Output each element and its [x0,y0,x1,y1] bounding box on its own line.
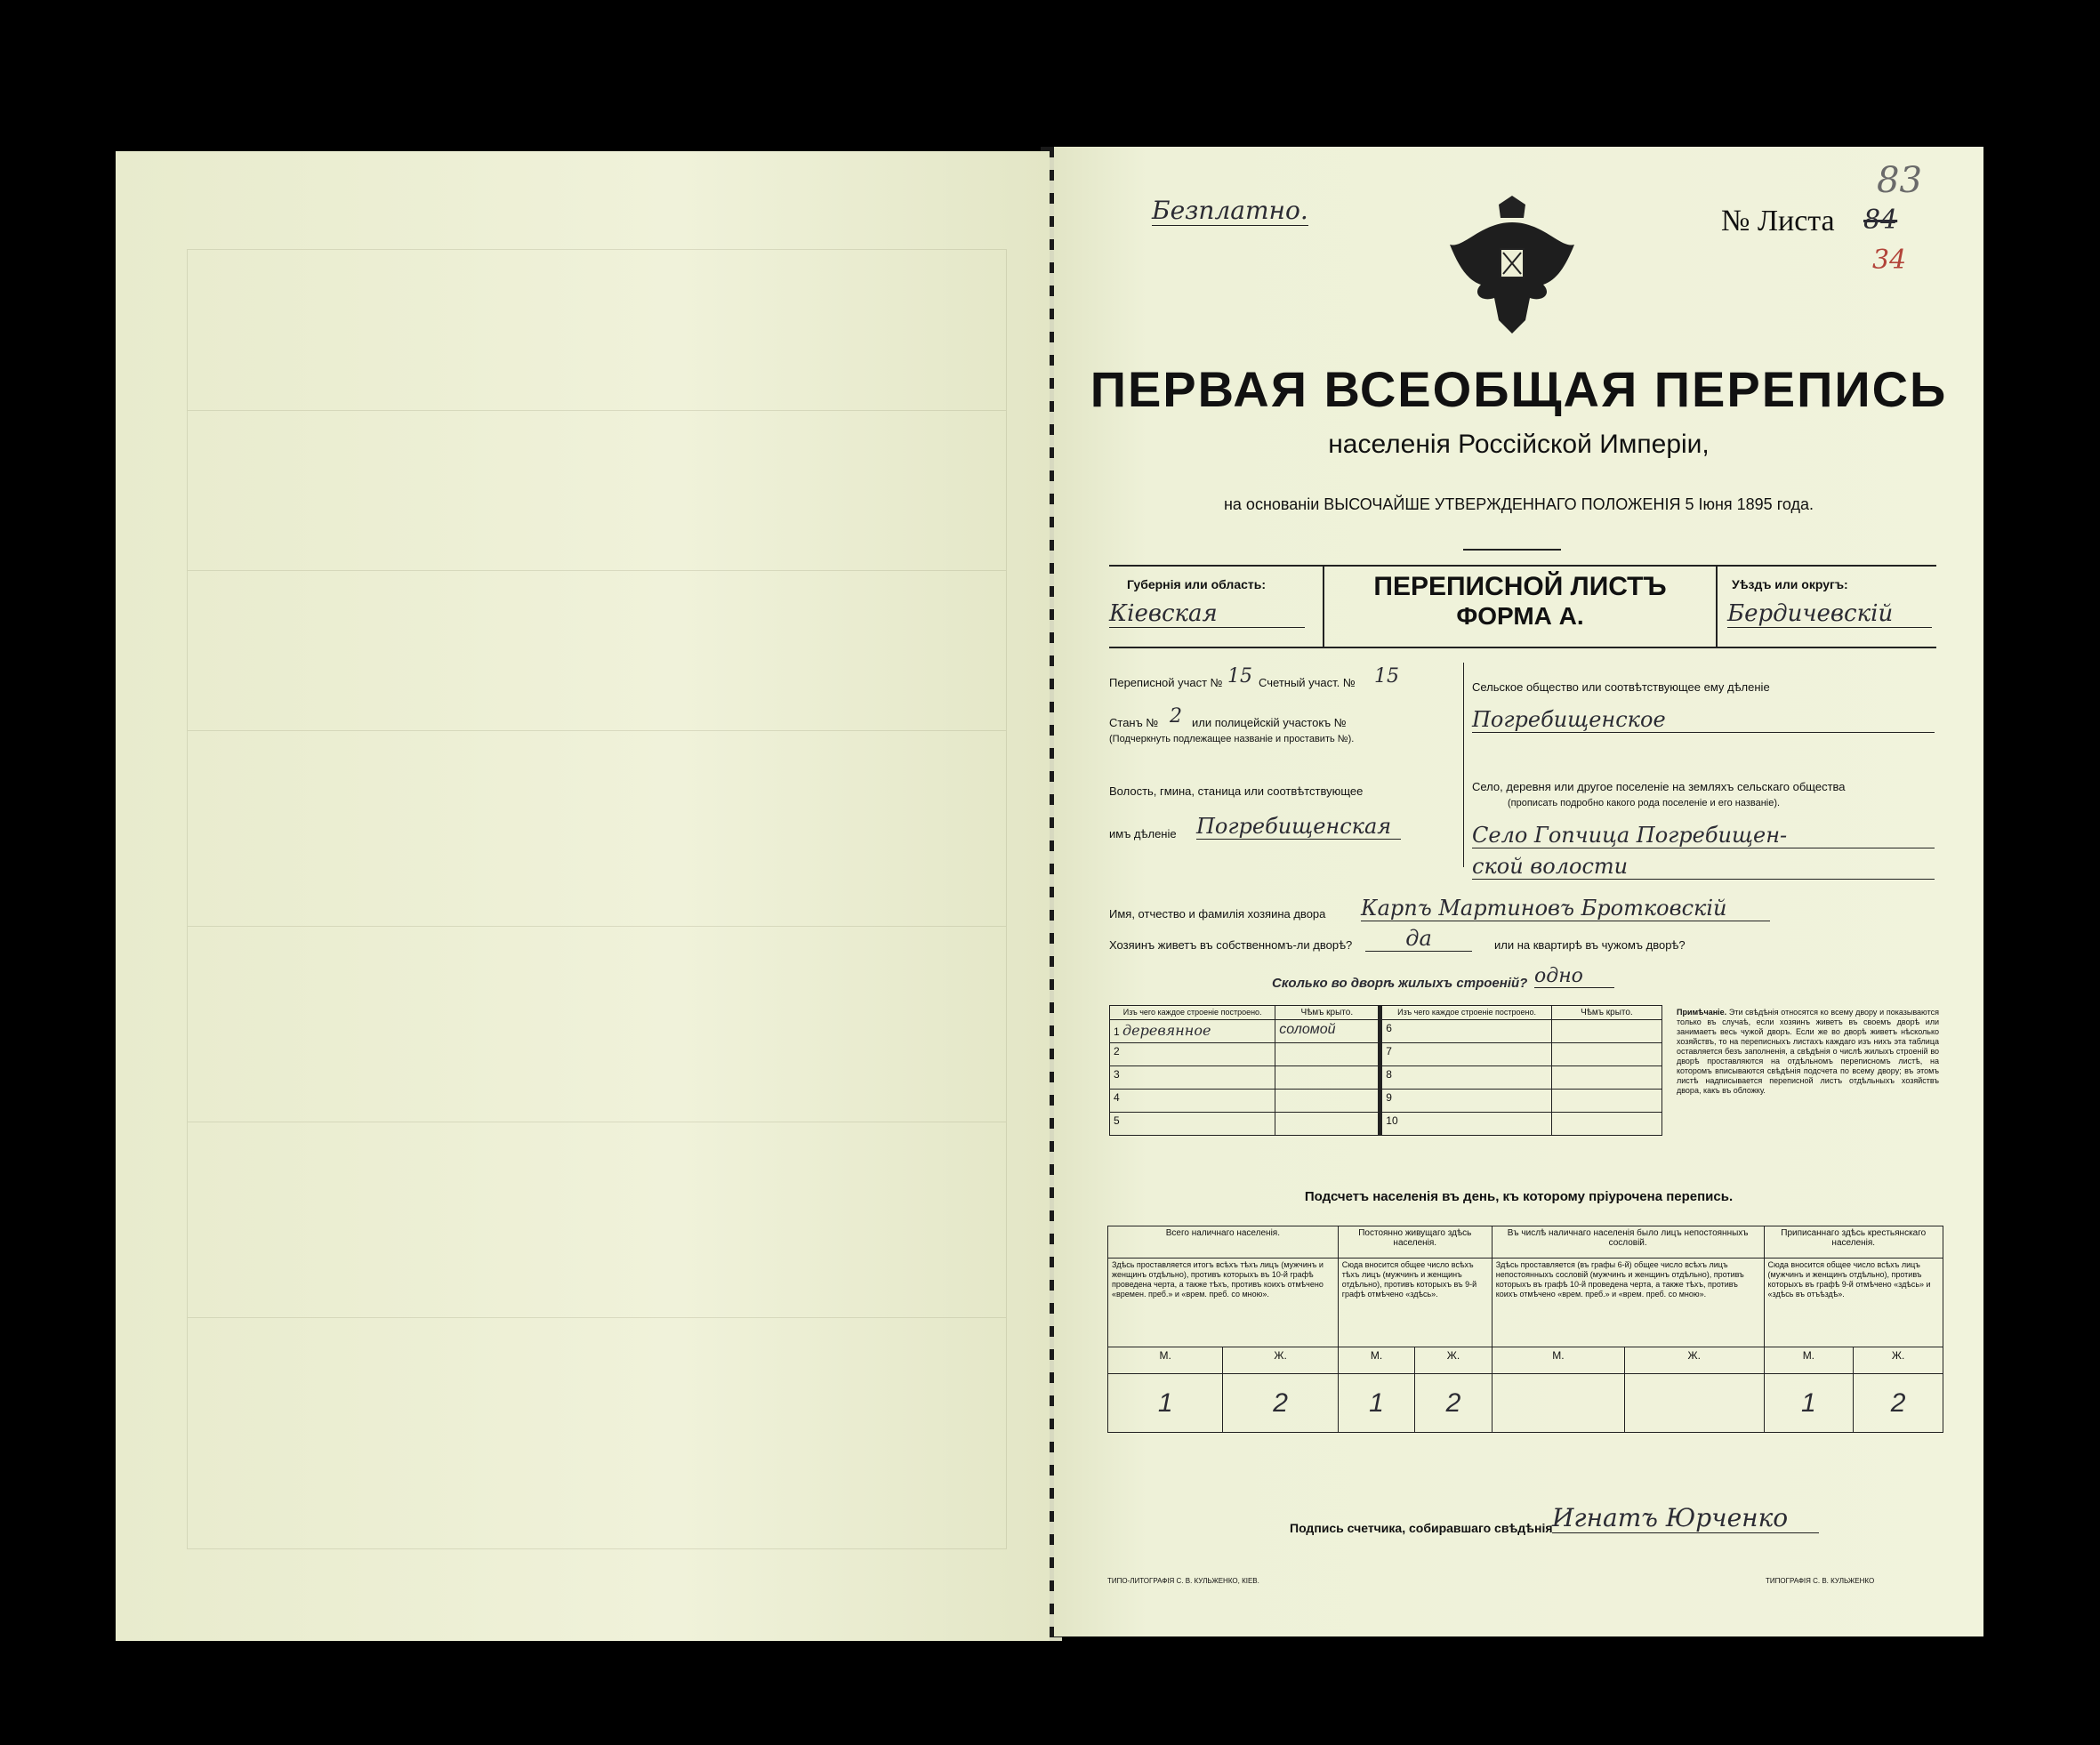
district-label: Уѣздъ или округъ: [1732,577,1848,591]
form-header-box [1109,565,1936,648]
pop-f-label-2: Ж. [1415,1347,1493,1374]
rural-society-label: Сельское общество или соотвѣтствующее ему дѣленіе [1472,680,1770,694]
census-district-label: Переписной участ № [1109,676,1223,689]
pop-m-label-4: М. [1764,1347,1854,1374]
settlement-value-1: Село Гопчица Погребищен- [1472,823,1935,848]
pop-col-2-head: Постоянно живущаго здѣсь населенія. [1338,1226,1492,1258]
pop-registered-female: 2 [1854,1374,1943,1433]
province-value: Кiевская [1109,600,1305,628]
pop-f-label-3: Ж. [1625,1347,1765,1374]
buildings-row-10: 10 [1380,1113,1552,1136]
settlement-value-2: ской волости [1472,854,1935,880]
free-label: Безплатно. [1152,196,1308,225]
pop-transient-male [1492,1374,1624,1433]
form-subtitle: населенія Россійской Имперіи, [1328,430,1710,459]
lives-own-value: да [1365,926,1472,952]
province-label: Губернія или область: [1127,577,1267,591]
pop-m-label-2: М. [1338,1347,1414,1374]
buildings-row-7: 7 [1380,1043,1552,1066]
field-column-divider [1463,663,1464,867]
census-district-value: 15 [1227,665,1252,688]
pop-col-4-head: Приписаннаго здѣсь крестьянскаго населенія. [1764,1226,1943,1258]
ornament-divider [1463,549,1561,551]
pop-m-label-3: М. [1492,1347,1624,1374]
settlement-note: (прописать подробно какого рода поселеніе и его названіе). [1508,798,1781,808]
sheet-number-printed: 84 [1863,205,1898,236]
buildings-value: одно [1534,965,1614,988]
stan-value: 2 [1170,705,1182,728]
settlement-label: Село, деревня или другое поселеніе на земляхъ сельскаго общества [1472,780,1846,793]
pop-col-1-desc: Здѣсь проставляется итогъ всѣхъ тѣхъ лицъ (мужчинъ и женщинъ отдѣльно), противъ которыхъ въ 10-й графѣ проведена черта, а также тѣхъ, противъ коихъ отмѣчено «времен. преб.» и «врем. преб. со мною». [1108,1258,1339,1347]
police-district-label: или полицейскій участокъ № [1192,716,1347,729]
buildings-row-1-material: 1 деревянное [1110,1020,1275,1043]
buildings-col-roof: Чѣмъ крыто. [1275,1006,1380,1020]
buildings-col-material: Изъ чего каждое строеніе построено. [1110,1006,1275,1020]
district-value: Бердичевскiй [1727,600,1932,628]
owner-label: Имя, отчество и фамилія хозяина двора [1109,907,1326,921]
volost-value: Погребищенская [1196,814,1401,840]
buildings-row-6: 6 [1380,1020,1552,1043]
count-district-label: Счетный участ. № [1259,676,1356,689]
lives-other-label: или на квартирѣ въ чужомъ дворѣ? [1494,938,1686,952]
pop-f-label-1: Ж. [1223,1347,1338,1374]
pop-present-female: 2 [1223,1374,1338,1433]
buildings-row-4: 4 [1110,1090,1275,1113]
form-basis: на основаніи ВЫСОЧАЙШЕ УТВЕРЖДЕННАГО ПОЛОЖЕНІЯ 5 Іюня 1895 года. [1223,495,1814,513]
volost-label: Волость, гмина, станица или соотвѣтствующее [1109,784,1364,798]
pop-present-male: 1 [1108,1374,1223,1433]
buildings-row-8: 8 [1380,1066,1552,1090]
left-page-blank [116,151,1050,1641]
police-note: (Подчеркнуть подлежащее названіе и проставить №). [1109,734,1355,744]
buildings-note: Примѣчаніе. Эти свѣдѣнія относятся ко всему двору и показываются только въ случаѣ, если хозяинъ живетъ въ своемъ дворѣ или занимаетъ весь чужой дворъ. Если же во дворѣ живетъ нѣсколько хозяйствъ, то на переписныхъ листахъ каждаго изъ нихъ эта таблица оставляется безъ заполненія, а свѣдѣнія о числѣ жилыхъ строеній во дворѣ проставляются на отдѣльномъ переписномъ листѣ, на которомъ вписываются свѣдѣнія подсчета по всему двору; въ этомъ листѣ надписывается переписной листъ отдѣльныхъ хозяйствъ двора, какъ въ обложку. [1677,1008,1939,1095]
buildings-row-9: 9 [1380,1090,1552,1113]
sheet-number-red: 34 [1872,245,1907,276]
printer-right: ТИПОГРАФІЯ С. В. КУЛЬЖЕНКО [1766,1577,1875,1585]
count-district-value: 15 [1374,665,1399,688]
pop-col-2-desc: Сюда вносится общее число всѣхъ тѣхъ лицъ (мужчинъ и женщинъ отдѣльно), противъ которыхъ въ 9-й графѣ отмѣчено «здѣсь». [1338,1258,1492,1347]
pop-col-1-head: Всего наличнаго населенія. [1108,1226,1339,1258]
stan-label: Станъ № [1109,716,1159,729]
population-title: Подсчетъ населенія въ день, къ которому пріурочена перепись. [1304,1189,1734,1204]
census-form-page [1054,147,1983,1636]
sheet-number-pencil: 83 [1877,160,1922,201]
form-sheet-title: ПЕРЕПИСНОЙ ЛИСТЪ [1373,572,1667,601]
rural-society-value: Погребищенское [1472,707,1935,733]
buildings-label: Сколько во дворѣ жилыхъ строеній? [1272,976,1528,991]
imperial-eagle-icon [1445,196,1579,338]
form-sheet-subtitle: ФОРМА А. [1456,602,1584,630]
pop-registered-male: 1 [1764,1374,1854,1433]
buildings-row-2: 2 [1110,1043,1275,1066]
pop-col-3-head: Въ числѣ наличнаго населенія было лицъ непостоянныхъ сословій. [1492,1226,1764,1258]
printer-left: ТИПО-ЛИТОГРАФІЯ С. В. КУЛЬЖЕНКО, КІЕВ. [1107,1577,1259,1585]
form-title: ПЕРВАЯ ВСЕОБЩАЯ ПЕРЕПИСЬ [1090,361,1948,417]
pop-transient-female [1625,1374,1765,1433]
buildings-row-1-roof: соломой [1275,1020,1380,1043]
pop-m-label-1: М. [1108,1347,1223,1374]
form-title-box [1323,567,1718,647]
buildings-col-material-2: Изъ чего каждое строеніе построено. [1380,1006,1552,1020]
show-through-grid [187,249,1007,1549]
buildings-col-roof-2: Чѣмъ крыто. [1551,1006,1661,1020]
lives-own-label: Хозяинъ живетъ въ собственномъ-ли дворѣ? [1109,938,1353,952]
pop-f-label-4: Ж. [1854,1347,1943,1374]
signature-label: Подпись счетчика, собиравшаго свѣдѣнія [1290,1521,1553,1535]
sheet-number-label: № Листа [1721,205,1835,237]
buildings-row-3: 3 [1110,1066,1275,1090]
pop-col-3-desc: Здѣсь проставляется (въ графы 6-й) общее число всѣхъ лицъ непостоянныхъ сословій (мужчинъ и женщинъ отдѣльно), противъ которыхъ въ графѣ 10-й проведена черта, а также тѣхъ, противъ коихъ отмѣчено «врем. преб.» и «врем. преб. со мною». [1492,1258,1764,1347]
signature-value: Игнатъ Юрченко [1552,1503,1819,1533]
population-table [1107,1226,1943,1433]
owner-value: Карпъ Мартиновъ Бротковскiй [1361,896,1770,921]
pop-col-4-desc: Сюда вносится общее число всѣхъ лицъ (мужчинъ и женщинъ отдѣльно), противъ которыхъ въ графѣ 9-й отмѣчено «здѣсь» и «здѣсь въ отъѣздѣ». [1764,1258,1943,1347]
pop-resident-male: 1 [1338,1374,1414,1433]
buildings-row-5: 5 [1110,1113,1275,1136]
volost-label-2: имъ дѣленіе [1109,827,1177,840]
buildings-table [1109,1005,1662,1136]
pop-resident-female: 2 [1415,1374,1493,1433]
